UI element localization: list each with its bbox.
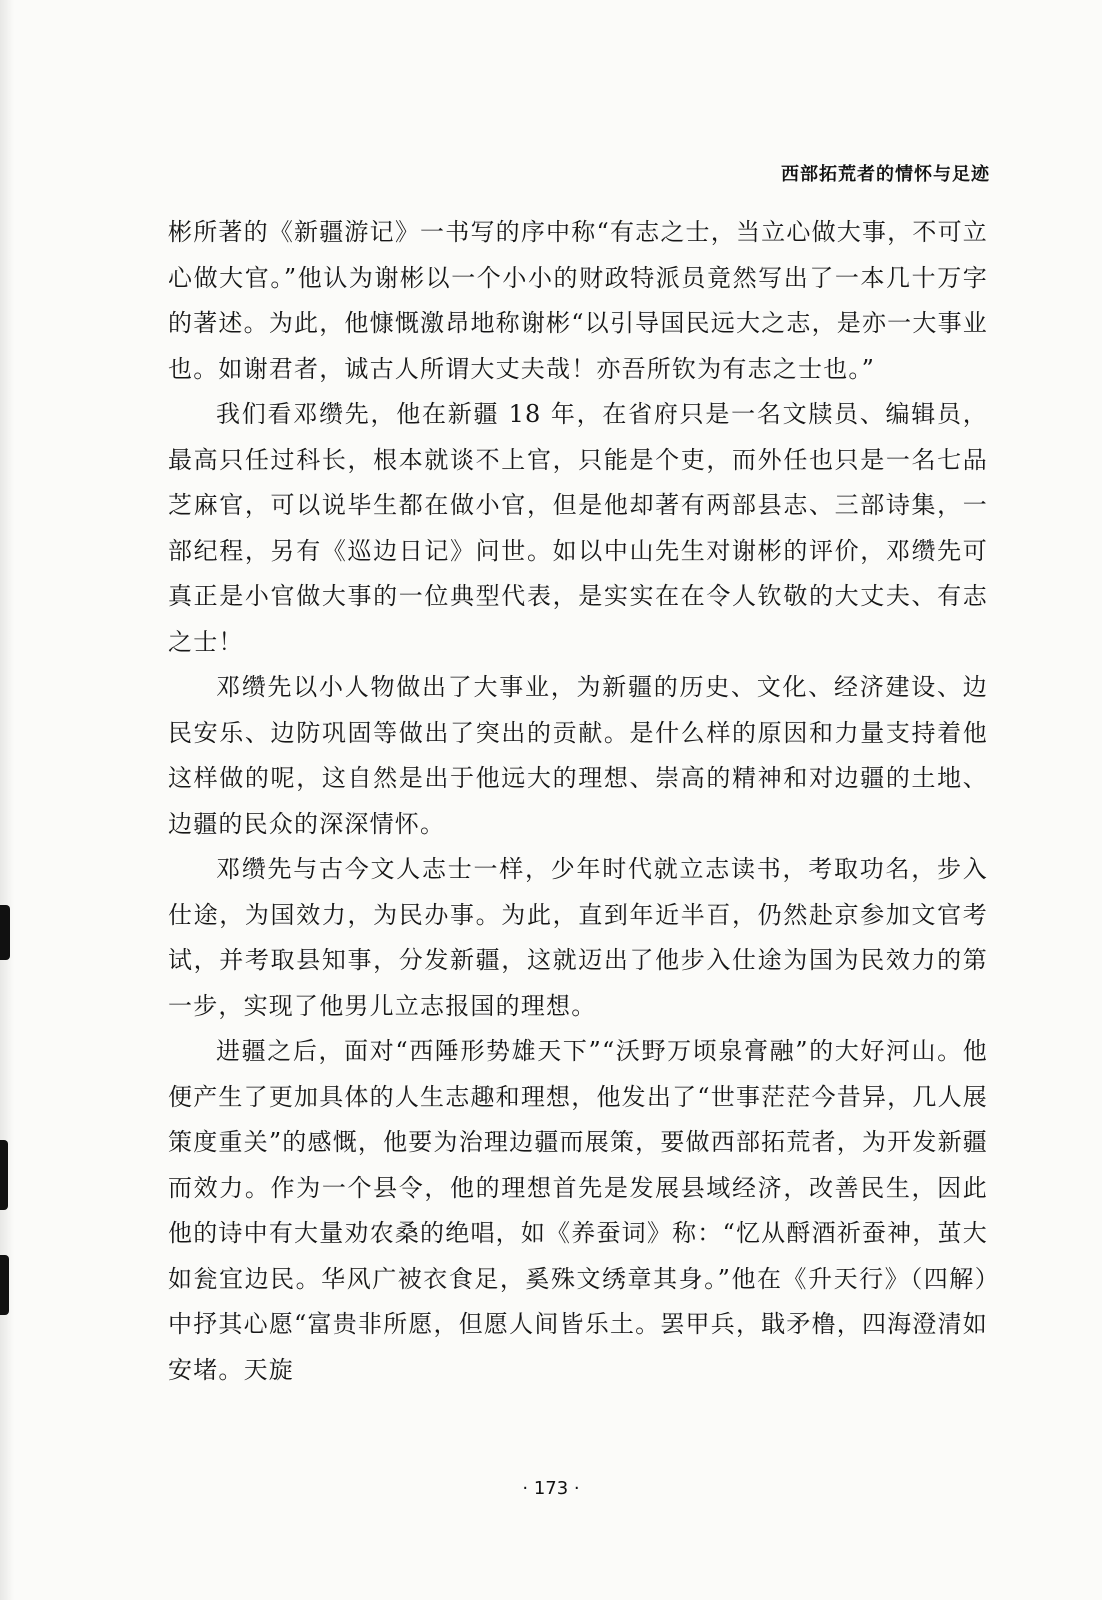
paragraph: 进疆之后，面对“西陲形势雄天下”“沃野万顷泉膏融”的大好河山。他便产生了更加具体的人生志趣和理想，他发出了“世事茫茫今昔异，几人展策度重关”的感慨，他要为治理边疆而展策，要做西部拓荒者，为开发新疆而效力。作为一个县令，他的理想首先是发展县域经济，改善民生，因此他的诗中有大量劝农桑的绝唱，如《养蚕词》称：“忆从酹酒祈蚕神，茧大如瓮宜边民。华风广被衣食足，奚殊文绣章其身。”他在《升天行》（四解）中抒其心愿“富贵非所愿，但愿人间皆乐土。罢甲兵，戢矛橹，四海澄清如安堵。天旋: [168, 1037, 988, 1384]
page-number: · 173 ·: [522, 1478, 580, 1499]
paragraph: 邓缵先与古今文人志士一样，少年时代就立志读书，考取功名，步入仕途，为国效力，为民办事。为此，直到年近半百，仍然赴京参加文官考试，并考取县知事，分发新疆，这就迈出了他步入仕途为国为民效力的第一步，实现了他男儿立志报国的理想。: [168, 855, 988, 1020]
scan-edge-mark: [0, 1140, 8, 1210]
scan-edge-mark: [0, 1255, 9, 1315]
body-text: [168, 210, 988, 1393]
paragraph: 我们看邓缵先，他在新疆 18 年，在省府只是一名文牍员、编辑员，最高只任过科长，根本就谈不上官，只能是个吏，而外任也只是一名七品芝麻官，可以说毕生都在做小官，但是他却著有两部县志、三部诗集，一部纪程，另有《巡边日记》问世。如以中山先生对谢彬的评价，邓缵先可真正是小官做大事的一位典型代表，是实实在在令人钦敬的大丈夫、有志之士！: [168, 400, 988, 656]
paragraph: 彬所著的《新疆游记》一书写的序中称“有志之士，当立心做大事，不可立心做大官。”他认为谢彬以一个小小的财政特派员竟然写出了一本几十万字的著述。为此，他慷慨激昂地称谢彬“以引导国民远大之志，是亦一大事业也。如谢君者，诚古人所谓大丈夫哉！亦吾所钦为有志之士也。”: [168, 218, 988, 383]
paragraph: 邓缵先以小人物做出了大事业，为新疆的历史、文化、经济建设、边民安乐、边防巩固等做出了突出的贡献。是什么样的原因和力量支持着他这样做的呢，这自然是出于他远大的理想、崇高的精神和对边疆的土地、边疆的民众的深深情怀。: [168, 673, 988, 838]
running-header: 西部拓荒者的情怀与足迹: [781, 164, 990, 185]
scan-shadow-edge: [0, 0, 14, 1600]
scan-edge-mark: [0, 905, 10, 960]
